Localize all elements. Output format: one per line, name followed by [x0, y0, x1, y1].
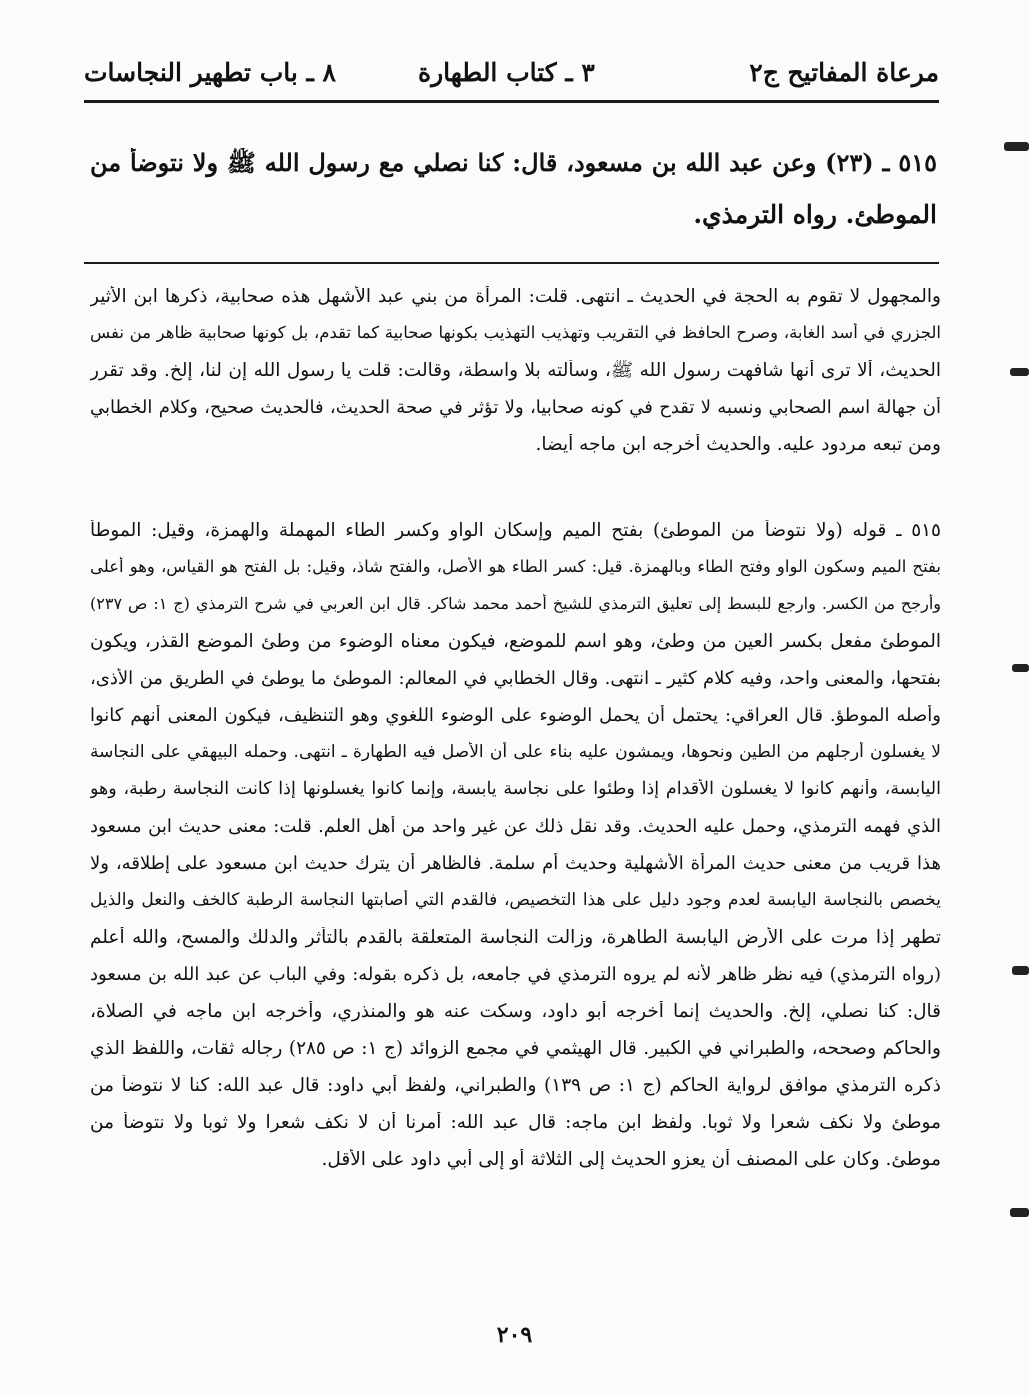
- commentary-line: الحديث، ألا ترى أنها شافهت رسول الله ﷺ، وسألته بلا واسطة، وقالت: قلت يا رسول الله إن لنا، إلخ. وقد تقرر: [90, 360, 941, 381]
- commentary-line: الجزري في أسد الغابة، وصرح الحافظ في التقريب وتهذيب التهذيب بكونها صحابية كما تقدم، بل كونها صحابية ظاهر من نفس: [90, 323, 941, 342]
- commentary-line: ومن تبعه مردود عليه. والحديث أخرجه ابن ماجه أيضا.: [535, 434, 941, 455]
- commentary-line: اليابسة، وأنهم كانوا لا يغسلون الأقدام إذا وطئوا على نجاسة يابسة، وإنما كانوا يغسلونها إذا كانت النجاسة رطبة، وهو: [90, 779, 941, 799]
- commentary-line: موطئ. وكان على المصنف أن يعزو الحديث إلى الثلاثة أو إلى أبي داود على الأقل.: [321, 1149, 941, 1170]
- commentary-line: بفتحها، والمعنى واحد، وفيه كلام كثير ـ انتهى. وقال الخطابي في المعالم: الموطئ ما يوطئ في الطريق من الأذى،: [90, 668, 941, 689]
- commentary-line: تطهر إذا مرت على الأرض اليابسة الطاهرة، وزالت النجاسة المتعلقة بالقدم بالتأثر والدلك والمسح، والله أعلم: [90, 927, 941, 948]
- running-header-chapter: ٣ ـ كتاب الطهارة: [418, 58, 595, 87]
- running-header-section: ٨ ـ باب تطهير النجاسات: [84, 58, 336, 87]
- section-rule: [84, 262, 939, 264]
- commentary-line: وأرجح من الكسر. وارجع للبسط إلى تعليق الترمذي للشيخ أحمد محمد شاكر. قال ابن العربي في شرح الترمذي (ج ١: ص ٢٣٧): [90, 594, 941, 613]
- header-rule: [84, 100, 939, 103]
- commentary-line: ٥١٥ ـ قوله (ولا نتوضأ من الموطئ) بفتح الميم وإسكان الواو وكسر الطاء المهملة والهمزة، وقيل: الموطأ: [90, 520, 941, 541]
- scan-edge-mark: [1012, 966, 1029, 975]
- commentary-line: الموطئ مفعل بكسر العين من وطئ، وهو اسم للموضع، فيكون معناه الوضوء من وطئ الموضع القذر، ويكون: [90, 631, 941, 652]
- commentary-line: والحاكم وصححه، والطبراني في الكبير. قال الهيثمي في مجمع الزوائد (ج ١: ص ٢٨٥) رجاله ثقات، واللفظ الذي: [90, 1038, 941, 1059]
- commentary-line: يخصص بالنجاسة اليابسة لعدم وجود دليل على هذا التخصيص، فالقدم التي أصابتها النجاسة الرطبة كالخف والنعل والذيل: [90, 890, 941, 910]
- commentary-line: الذي فهمه الترمذي، وحمل عليه الحديث. وقد نقل ذلك عن غير واحد من أهل العلم. قلت: معنى حديث ابن مسعود: [90, 816, 941, 837]
- commentary-line: قال: كنا نصلي، إلخ. والحديث إنما أخرجه أبو داود، وسكت عنه هو والمنذري، وأخرجه ابن ماجه في الصلاة،: [90, 1001, 941, 1022]
- commentary-line: ذكره الترمذي موافق لرواية الحاكم (ج ١: ص ١٣٩) والطبراني، ولفظ أبي داود: قال عبد الله: كنا لا نتوضأ من: [90, 1075, 941, 1096]
- hadith-line: الموطئ. رواه الترمذي.: [693, 200, 937, 229]
- commentary-line: هذا قريب من معنى حديث المرأة الأشهلية وحديث أم سلمة. فالظاهر أن يترك حديث ابن مسعود على إطلاقه، ولا: [90, 853, 941, 874]
- commentary-line: (رواه الترمذي) فيه نظر ظاهر لأنه لم يروه الترمذي في جامعه، بل ذكره بقوله: وفي الباب عن عبد الله بن مسعود: [90, 964, 941, 985]
- scan-edge-mark: [1010, 368, 1029, 376]
- scan-edge-mark: [1012, 664, 1029, 672]
- commentary-line: أن جهالة اسم الصحابي ونسبه لا تقدح في كونه صحابيا، ولا تؤثر في صحة الحديث، فالحديث صحيح، وكلام الخطابي: [90, 397, 941, 418]
- commentary-line: وأصله الموطؤ. قال العراقي: يحتمل أن يحمل الوضوء على الوضوء اللغوي وهو التنظيف، فيكون المعنى أنهم كانوا: [90, 705, 941, 726]
- page-number: ٢٠٩: [496, 1322, 533, 1348]
- running-header-book-title: مرعاة المفاتيح ج٢: [749, 58, 939, 87]
- commentary-line: لا يغسلون أرجلهم من الطين ونحوها، ويمشون عليه بناء على أن الأصل فيه الطهارة ـ انتهى. وحمله البيهقي على النجاسة: [90, 742, 941, 762]
- commentary-line: بفتح الميم وسكون الواو وفتح الطاء وبالهمزة. قيل: كسر الطاء هو الأصل، والفتح شاذ، وقيل: بل الفتح هو القياس، وهو أعلى: [90, 557, 941, 576]
- commentary-line: والمجهول لا تقوم به الحجة في الحديث ـ انتهى. قلت: المرأة من بني عبد الأشهل هذه صحابية، ذكرها ابن الأثير: [90, 286, 941, 307]
- commentary-line: موطئ ولا نكف شعرا ولا ثوبا. ولفظ ابن ماجه: قال عبد الله: أمرنا أن لا نكف شعرا ولا ثوبا ولا نتوضأ من: [90, 1112, 941, 1133]
- scan-edge-mark: [1010, 1208, 1029, 1217]
- scan-edge-mark: [1004, 142, 1029, 151]
- hadith-line: ٥١٥ ـ (٢٣) وعن عبد الله بن مسعود، قال: كنا نصلي مع رسول الله ﷺ ولا نتوضأ من: [90, 148, 937, 177]
